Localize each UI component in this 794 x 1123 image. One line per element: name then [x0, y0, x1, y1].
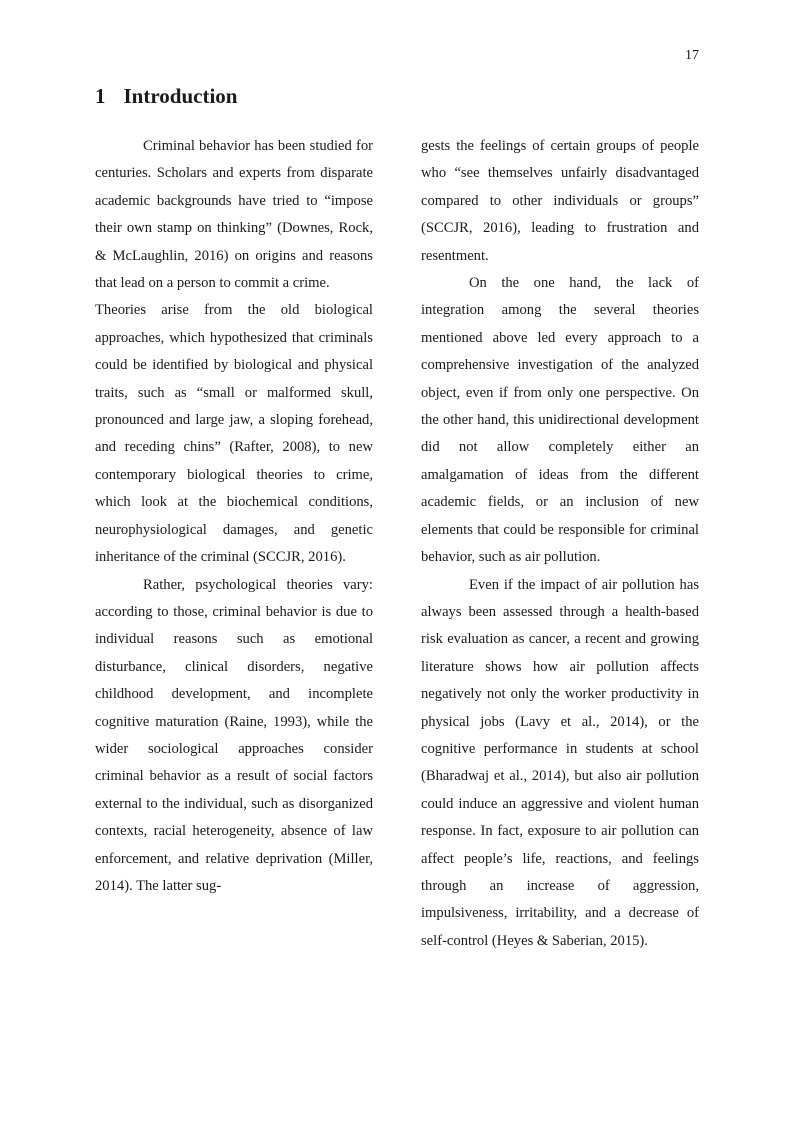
paragraph: Even if the impact of air pollution has always been assessed through a health-based risk evaluation as cancer, a recent and growing literature shows how air pollution affects negatively not only the worker productivity in physical jobs (Lavy et al., 2014), or the cognitive performance in students at school (Bharadwaj et al., 2014), but also air pollution could induce an aggressive and violent human response. In fact, exposure to air pollution can affect people’s life, reactions, and feelings through an increase of aggression, impulsiveness, irritability, and a decrease of self-control (Heyes & Saberian, 2015). — [421, 576, 699, 949]
paragraph: Criminal behavior has been studied for centuries. Scholars and experts from disparate academic backgrounds have tried to “impose their own stamp on thinking” (Downes, Rock, & McLaughlin, 2016) on origins and reasons that lead on a person to commit a crime. — [95, 138, 373, 292]
page-number: 17 — [685, 48, 699, 63]
section-heading — [95, 84, 237, 109]
right-column — [421, 133, 699, 955]
left-column — [95, 133, 373, 900]
paragraph: On the one hand, the lack of integration among the several theories mentioned above led every approach to a comprehensive investigation of the analyzed object, even if from only one perspective. On the other hand, this unidirectional development did not allow completely either an amalgamation of ideas from the different academic fields, or an inclusion of new elements that could be responsible for criminal behavior, such as air pollution. — [421, 275, 699, 566]
section-title: Introduction — [123, 84, 238, 108]
paragraph: gests the feelings of certain groups of people who “see themselves unfairly disadvantaged compared to other individuals or groups” (SCCJR, 2016), leading to frustration and resentment. — [421, 138, 699, 264]
paragraph: Rather, psychological theories vary: according to those, criminal behavior is due to individual reasons such as emotional disturbance, clinical disorders, negative childhood development, and incomplete cognitive maturation (Raine, 1993), while the wider sociological approaches consider criminal behavior as a result of social factors external to the individual, such as disorganized contexts, racial heterogeneity, absence of law enforcement, and relative deprivation (Miller, 2014). The latter sug- — [95, 576, 373, 894]
section-number: 1 — [95, 84, 106, 108]
paragraph: Theories arise from the old biological approaches, which hypothesized that criminals could be identified by biological and physical traits, such as “small or malformed skull, pronounced and large jaw, a sloping forehead, and receding chins” (Rafter, 2008), to new contemporary biological theories to crime, which look at the biochemical conditions, neurophysiological damages, and genetic inheritance of the criminal (SCCJR, 2016). — [95, 302, 373, 566]
